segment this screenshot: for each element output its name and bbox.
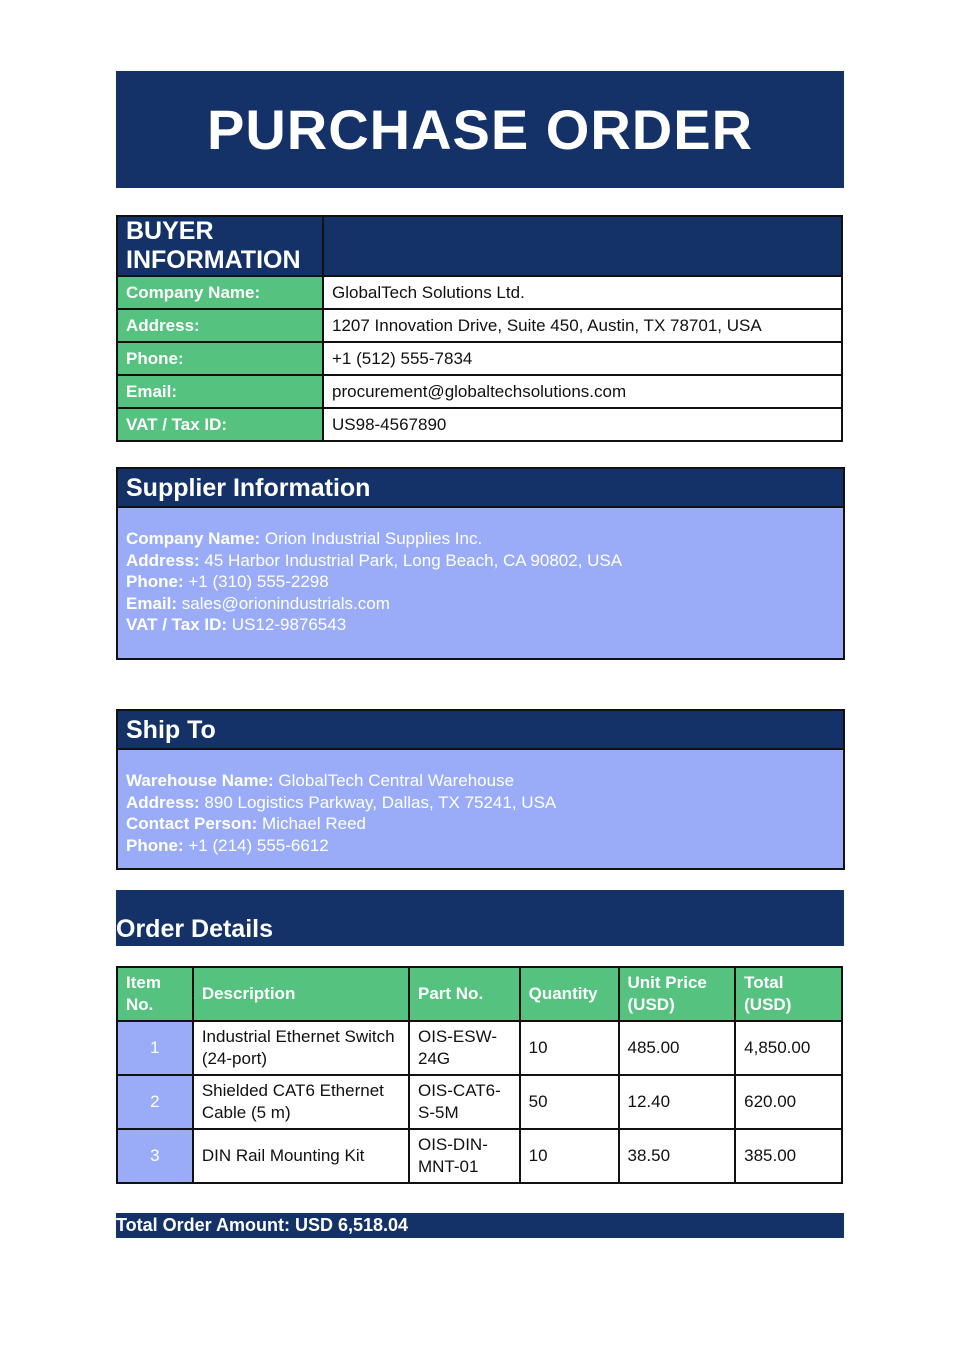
order-items-header-row xyxy=(117,967,842,1021)
total-order-amount: Total Order Amount: USD 6,518.04 xyxy=(116,1215,409,1235)
buyer-label: Address: xyxy=(117,309,323,342)
unit-price-cell: 12.40 xyxy=(619,1075,736,1129)
buyer-address: 1207 Innovation Drive, Suite 450, Austin, TX 78701, USA xyxy=(323,309,842,342)
supplier-company-line: Company Name: Orion Industrial Supplies Inc. xyxy=(126,529,483,548)
unit-price-cell: 38.50 xyxy=(619,1129,736,1183)
column-header-unit-price: Unit Price (USD) xyxy=(619,967,736,1021)
buyer-heading-blank-cell xyxy=(323,216,842,276)
supplier-information-box xyxy=(116,467,845,660)
ship-to-warehouse-line: Warehouse Name: GlobalTech Central Warehouse xyxy=(126,771,515,790)
line-total-cell: 620.00 xyxy=(735,1075,842,1129)
quantity-cell: 10 xyxy=(520,1021,619,1075)
line-total-cell: 385.00 xyxy=(735,1129,842,1183)
order-items-table xyxy=(116,966,843,1184)
supplier-email-line: Email: sales@orionindustrials.com xyxy=(126,593,390,613)
column-header-quantity: Quantity xyxy=(520,967,619,1021)
ship-to-details xyxy=(118,750,843,868)
title-banner xyxy=(116,71,844,188)
buyer-row-address xyxy=(117,309,842,342)
table-row xyxy=(117,1075,842,1129)
buyer-row-email xyxy=(117,375,842,408)
buyer-row-vat xyxy=(117,408,842,441)
buyer-row-company xyxy=(117,276,842,309)
ship-to-contact-line: Contact Person: Michael Reed xyxy=(126,814,366,834)
table-row xyxy=(117,1129,842,1183)
ship-to-box xyxy=(116,709,845,870)
column-header-part-no: Part No. xyxy=(409,967,520,1021)
part-number-cell: OIS-ESW-24G xyxy=(409,1021,520,1075)
supplier-vat-line: VAT / Tax ID: US12-9876543 xyxy=(126,615,347,635)
item-number-cell: 2 xyxy=(117,1075,193,1129)
column-header-description: Description xyxy=(193,967,409,1021)
ship-to-heading: Ship To xyxy=(118,711,843,750)
buyer-vat-id: US98-4567890 xyxy=(323,408,842,441)
order-details-banner xyxy=(116,890,844,946)
quantity-cell: 50 xyxy=(520,1075,619,1129)
buyer-company-name: GlobalTech Solutions Ltd. xyxy=(323,276,842,309)
buyer-label: VAT / Tax ID: xyxy=(117,408,323,441)
buyer-label: Company Name: xyxy=(117,276,323,309)
order-details-heading: Order Details xyxy=(116,915,274,943)
unit-price-cell: 485.00 xyxy=(619,1021,736,1075)
description-cell: DIN Rail Mounting Kit xyxy=(193,1129,409,1183)
buyer-information-heading: BUYER INFORMATION xyxy=(117,216,323,276)
item-number-cell: 1 xyxy=(117,1021,193,1075)
ship-to-phone-line: Phone: +1 (214) 555-6612 xyxy=(126,835,329,855)
page-title: PURCHASE ORDER xyxy=(206,98,754,161)
table-row xyxy=(117,1021,842,1075)
total-order-bar xyxy=(116,1213,844,1238)
ship-to-address-line: Address: 890 Logistics Parkway, Dallas, TX 75241, USA xyxy=(126,792,557,812)
buyer-email: procurement@globaltechsolutions.com xyxy=(323,375,842,408)
buyer-row-phone xyxy=(117,342,842,375)
buyer-phone: +1 (512) 555-7834 xyxy=(323,342,842,375)
supplier-information-heading: Supplier Information xyxy=(118,469,843,508)
buyer-information-table xyxy=(116,215,843,442)
supplier-phone-line: Phone: +1 (310) 555-2298 xyxy=(126,572,329,592)
supplier-address-line: Address: 45 Harbor Industrial Park, Long Beach, CA 90802, USA xyxy=(126,550,623,570)
description-cell: Shielded CAT6 Ethernet Cable (5 m) xyxy=(193,1075,409,1129)
supplier-details xyxy=(118,508,843,658)
part-number-cell: OIS-DIN-MNT-01 xyxy=(409,1129,520,1183)
quantity-cell: 10 xyxy=(520,1129,619,1183)
part-number-cell: OIS-CAT6-S-5M xyxy=(409,1075,520,1129)
description-cell: Industrial Ethernet Switch (24-port) xyxy=(193,1021,409,1075)
column-header-total: Total (USD) xyxy=(735,967,842,1021)
item-number-cell: 3 xyxy=(117,1129,193,1183)
buyer-label: Email: xyxy=(117,375,323,408)
column-header-item-no: Item No. xyxy=(117,967,193,1021)
line-total-cell: 4,850.00 xyxy=(735,1021,842,1075)
buyer-label: Phone: xyxy=(117,342,323,375)
